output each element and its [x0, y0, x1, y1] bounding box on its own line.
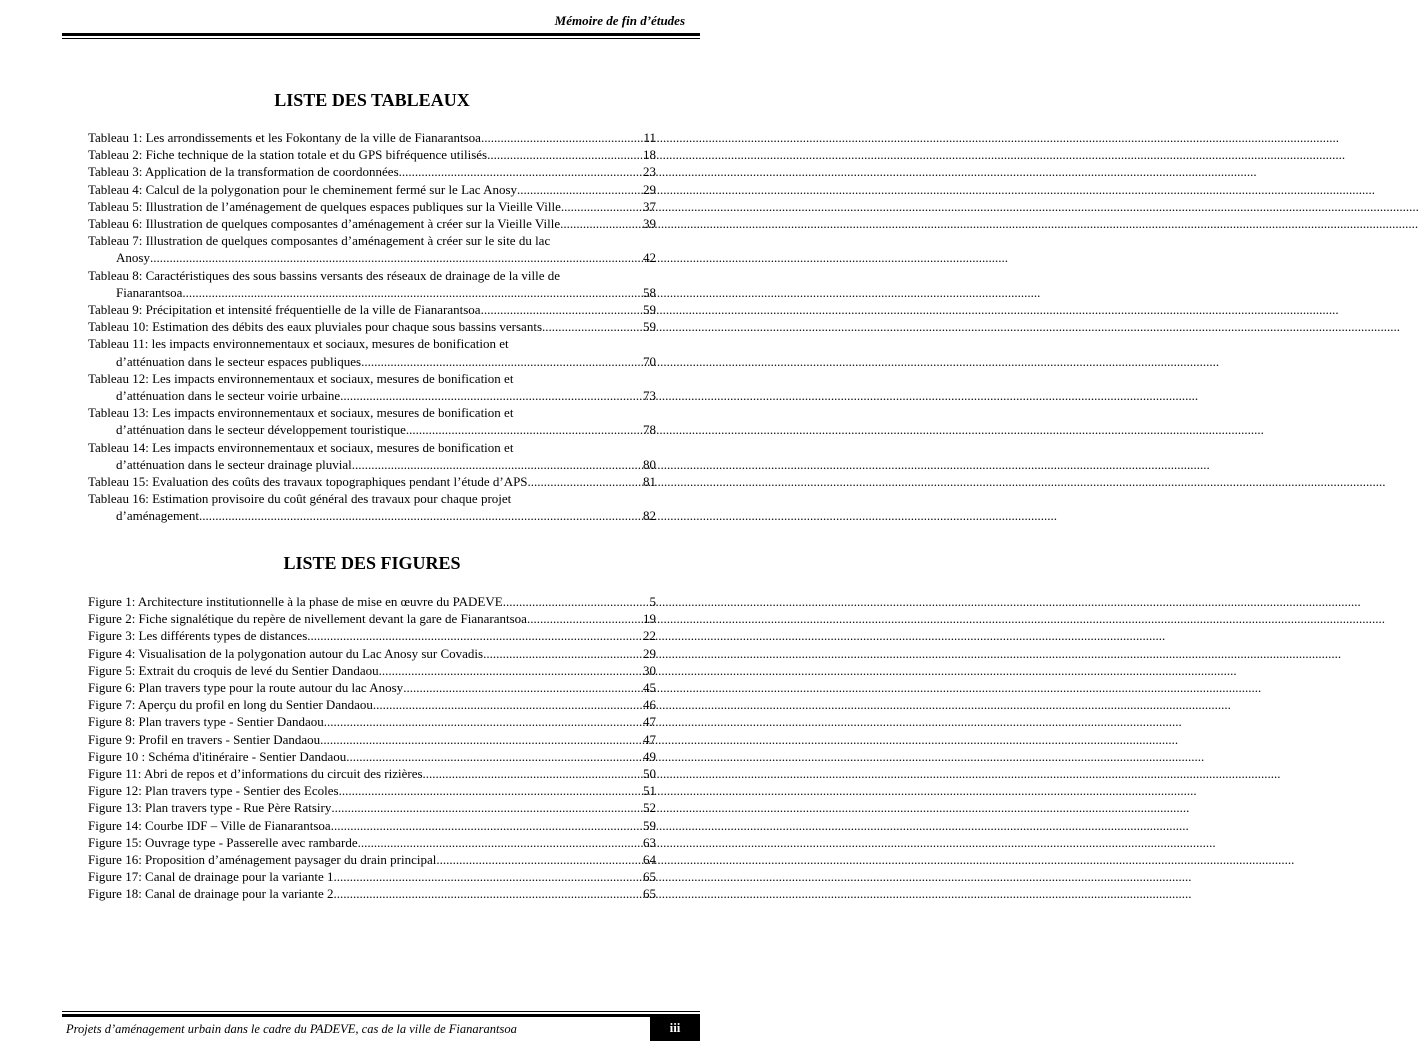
toc-entry-text: Anosy [116, 250, 150, 266]
leader-dots [150, 249, 642, 266]
toc-entry-text: Tableau 9: Précipitation et intensité fréquentielle de la ville de Fianarantsoa [88, 302, 481, 318]
leader-dots [483, 645, 642, 662]
toc-entry[interactable] [88, 610, 656, 627]
toc-entry-text: Fianarantsoa [116, 284, 183, 300]
toc-entry-page: 39 [643, 216, 656, 232]
toc-entry-text: Tableau 12: Les impacts environnementaux et sociaux, mesures de bonification et [88, 370, 514, 386]
toc-entry-text: Figure 17: Canal de drainage pour la variante 1 [88, 869, 334, 885]
toc-entry-continuation[interactable] [88, 284, 656, 301]
toc-entry[interactable] [88, 181, 656, 198]
leader-dots [182, 284, 642, 301]
toc-entry[interactable] [88, 215, 656, 232]
toc-entry[interactable] [88, 662, 656, 679]
toc-entry-page: 63 [643, 834, 656, 850]
toc-entry-continuation[interactable] [88, 421, 656, 438]
toc-entry-page: 11 [643, 130, 656, 145]
toc-entry[interactable] [88, 679, 656, 696]
leader-dots [406, 421, 642, 438]
leader-dots [503, 593, 649, 610]
toc-entry-text: Tableau 5: Illustration de l’aménagement de quelques espaces publiques sur la Vieille Ville [88, 198, 561, 214]
toc-entry-text: Tableau 4: Calcul de la polygonation pour le cheminement fermé sur le Lac Anosy [88, 181, 518, 197]
leader-dots [481, 301, 642, 318]
leader-dots [358, 834, 642, 851]
leader-dots [324, 713, 642, 730]
toc-entry-text: Figure 4: Visualisation de la polygonation autour du Lac Anosy sur Covadis [88, 645, 484, 661]
leader-dots [517, 181, 642, 198]
running-header: Mémoire de fin d’études [554, 13, 685, 28]
toc-entry-text: d’aménagement [116, 508, 200, 524]
toc-entry-text: d’atténuation dans le secteur drainage pluvial [116, 456, 352, 472]
toc-entry-text: Tableau 10: Estimation des débits des eaux pluviales pour chaque sous bassins versants [88, 319, 542, 335]
toc-entry-text: Tableau 8: Caractéristiques des sous bassins versants des réseaux de drainage de la ville de [88, 267, 560, 283]
leader-dots [487, 146, 642, 163]
running-footer: Projets d’aménagement urbain dans le cadre du PADEVE, cas de la ville de Fianarantsoa [66, 1022, 517, 1036]
leader-dots [373, 696, 642, 713]
toc-entry-page: 58 [643, 284, 656, 300]
toc-entry-page: 65 [643, 869, 656, 885]
toc-entry[interactable] [88, 834, 656, 851]
toc-entry-page: 5 [649, 594, 656, 609]
toc-entry-page: 47 [643, 731, 656, 747]
toc-entry[interactable] [88, 731, 656, 748]
toc-entry-page: 70 [643, 353, 656, 369]
toc-entry-text: Figure 11: Abri de repos et d’informations du circuit des rizières [88, 766, 423, 782]
leader-dots [339, 782, 642, 799]
toc-entry-text: Figure 7: Aperçu du profil en long du Sentier Dandaou [88, 697, 373, 713]
toc-entry-page: 50 [643, 766, 656, 782]
toc-entry[interactable] [88, 627, 656, 644]
toc-entry[interactable] [88, 335, 656, 352]
toc-entry[interactable] [88, 370, 656, 387]
leader-dots [361, 353, 642, 370]
toc-entry[interactable] [88, 713, 656, 730]
toc-entry-page: 29 [643, 645, 656, 661]
toc-entry[interactable] [88, 782, 656, 799]
toc-entry-text: Figure 9: Profil en travers - Sentier Dandaou [88, 731, 321, 747]
toc-entry-continuation[interactable] [88, 456, 656, 473]
toc-entry-text: d’atténuation dans le secteur espaces publiques [116, 353, 362, 369]
toc-entry[interactable] [88, 318, 656, 335]
leader-dots [333, 885, 642, 902]
leader-dots [399, 163, 642, 180]
toc-entry[interactable] [88, 817, 656, 834]
toc-entry-page: 46 [643, 697, 656, 713]
leader-dots [331, 799, 642, 816]
toc-entry[interactable] [88, 198, 656, 215]
toc-entry-page: 52 [643, 800, 656, 816]
toc-entry-text: Figure 13: Plan travers type - Rue Père Ratsiry [88, 800, 332, 816]
toc-entry-page: 23 [643, 164, 656, 180]
toc-entry-page: 30 [643, 662, 656, 678]
leader-dots [560, 215, 642, 232]
toc-entry-text: Tableau 11: les impacts environnementaux et sociaux, mesures de bonification et [88, 336, 509, 352]
toc-entry-continuation[interactable] [88, 249, 656, 266]
toc-entry-page: 82 [643, 508, 656, 524]
toc-entry-continuation[interactable] [88, 353, 656, 370]
toc-entry-text: d’atténuation dans le secteur voirie urbaine [116, 388, 341, 404]
toc-entry-page: 64 [643, 852, 656, 868]
toc-entry-text: Tableau 7: Illustration de quelques composantes d’aménagement à créer sur le site du lac [88, 233, 551, 249]
toc-entry[interactable] [88, 885, 656, 902]
toc-entry-page: 73 [643, 388, 656, 404]
toc-entry[interactable] [88, 765, 656, 782]
leader-dots [423, 765, 642, 782]
leader-dots [481, 129, 643, 146]
toc-entry-text: Figure 8: Plan travers type - Sentier Dandaou [88, 714, 324, 730]
toc-entry-page: 65 [643, 886, 656, 902]
toc-entry-text: Tableau 13: Les impacts environnementaux et sociaux, mesures de bonification et [88, 405, 514, 421]
toc-entry-continuation[interactable] [88, 387, 656, 404]
toc-entry-page: 49 [643, 748, 656, 764]
toc-entry[interactable] [88, 696, 656, 713]
toc-entry-text: Figure 15: Ouvrage type - Passerelle avec rambarde [88, 834, 358, 850]
figures-list [88, 593, 656, 903]
toc-entry-text: Figure 2: Fiche signalétique du repère de nivellement devant la gare de Fianarantsoa [88, 611, 527, 627]
toc-entry-text: Figure 12: Plan travers type - Sentier des Ecoles [88, 783, 339, 799]
toc-entry-text: Figure 16: Proposition d’aménagement paysager du drain principal [88, 852, 437, 868]
toc-entry-text: Figure 1: Architecture institutionnelle à la phase de mise en œuvre du PADEVE [88, 594, 503, 609]
leader-dots [352, 456, 642, 473]
page-number: iii [650, 1017, 700, 1041]
leader-dots [320, 731, 642, 748]
toc-entry[interactable] [88, 439, 656, 456]
toc-entry-page: 19 [643, 611, 656, 627]
leader-dots [527, 610, 642, 627]
toc-entry-page: 78 [643, 422, 656, 438]
leader-dots [307, 627, 642, 644]
leader-dots [561, 198, 642, 215]
toc-entry-page: 51 [643, 783, 656, 799]
toc-entry-text: Figure 10 : Schéma d'itinéraire - Sentier Dandaou [88, 748, 347, 764]
toc-entry[interactable] [88, 232, 656, 249]
toc-entry-page: 37 [643, 198, 656, 214]
leader-dots [436, 851, 642, 868]
leader-dots [340, 387, 642, 404]
tables-list [88, 129, 656, 525]
leader-dots [333, 868, 642, 885]
toc-entry-page: 47 [643, 714, 656, 730]
footer-rule [62, 1014, 700, 1017]
toc-entry-page: 81 [643, 474, 656, 490]
leader-dots [199, 507, 642, 524]
toc-entry-text: Figure 6: Plan travers type pour la route autour du lac Anosy [88, 680, 404, 696]
toc-entry-page: 18 [643, 147, 656, 163]
toc-entry-text: Figure 3: Les différents types de distances [88, 628, 308, 644]
toc-entry[interactable] [88, 163, 656, 180]
toc-entry-page: 59 [643, 319, 656, 335]
toc-entry-text: Figure 5: Extrait du croquis de levé du Sentier Dandaou [88, 662, 379, 678]
toc-entry[interactable] [88, 473, 656, 490]
leader-dots [528, 473, 642, 490]
toc-entry-text: Tableau 2: Fiche technique de la station totale et du GPS bifréquence utilisés [88, 147, 488, 163]
leader-dots [346, 748, 642, 765]
toc-entry[interactable] [88, 851, 656, 868]
toc-entry-text: Tableau 14: Les impacts environnementaux et sociaux, mesures de bonification et [88, 439, 514, 455]
toc-entry-page: 22 [643, 628, 656, 644]
leader-dots [403, 679, 642, 696]
toc-entry-continuation[interactable] [88, 507, 656, 524]
toc-entry-page: 80 [643, 456, 656, 472]
tables-list-title: LISTE DES TABLEAUX [274, 90, 470, 110]
toc-entry[interactable] [88, 490, 656, 507]
toc-entry[interactable] [88, 593, 656, 610]
leader-dots [379, 662, 642, 679]
toc-entry[interactable] [88, 129, 656, 146]
toc-entry[interactable] [88, 645, 656, 662]
toc-entry[interactable] [88, 301, 656, 318]
toc-entry-text: Figure 14: Courbe IDF – Ville de Fianarantsoa [88, 817, 331, 833]
leader-dots [542, 318, 642, 335]
toc-entry-text: Tableau 1: Les arrondissements et les Fokontany de la ville de Fianarantsoa [88, 130, 481, 145]
toc-entry-page: 59 [643, 302, 656, 318]
toc-entry-text: Tableau 6: Illustration de quelques composantes d’aménagement à créer sur la Vieille Ville [88, 216, 561, 232]
toc-entry-text: Tableau 16: Estimation provisoire du coût général des travaux pour chaque projet [88, 491, 512, 507]
leader-dots [331, 817, 642, 834]
toc-entry[interactable] [88, 404, 656, 421]
toc-entry-text: Tableau 15: Evaluation des coûts des travaux topographiques pendant l’étude d’APS [88, 474, 528, 490]
toc-entry[interactable] [88, 146, 656, 163]
toc-entry[interactable] [88, 748, 656, 765]
toc-entry-text: Tableau 3: Application de la transformation de coordonnées [88, 164, 399, 180]
toc-entry-page: 45 [643, 680, 656, 696]
header-rule-thin [62, 38, 700, 39]
toc-entry-page: 59 [643, 817, 656, 833]
toc-entry[interactable] [88, 799, 656, 816]
toc-entry-text: d’atténuation dans le secteur développement touristique [116, 422, 406, 438]
figures-list-title: LISTE DES FIGURES [283, 553, 461, 573]
toc-entry-text: Figure 18: Canal de drainage pour la variante 2 [88, 886, 334, 902]
toc-entry-page: 42 [643, 250, 656, 266]
toc-entry[interactable] [88, 267, 656, 284]
toc-entry[interactable] [88, 868, 656, 885]
footer-rule-thin [62, 1011, 700, 1012]
header-rule [62, 33, 700, 36]
toc-entry-page: 29 [643, 181, 656, 197]
